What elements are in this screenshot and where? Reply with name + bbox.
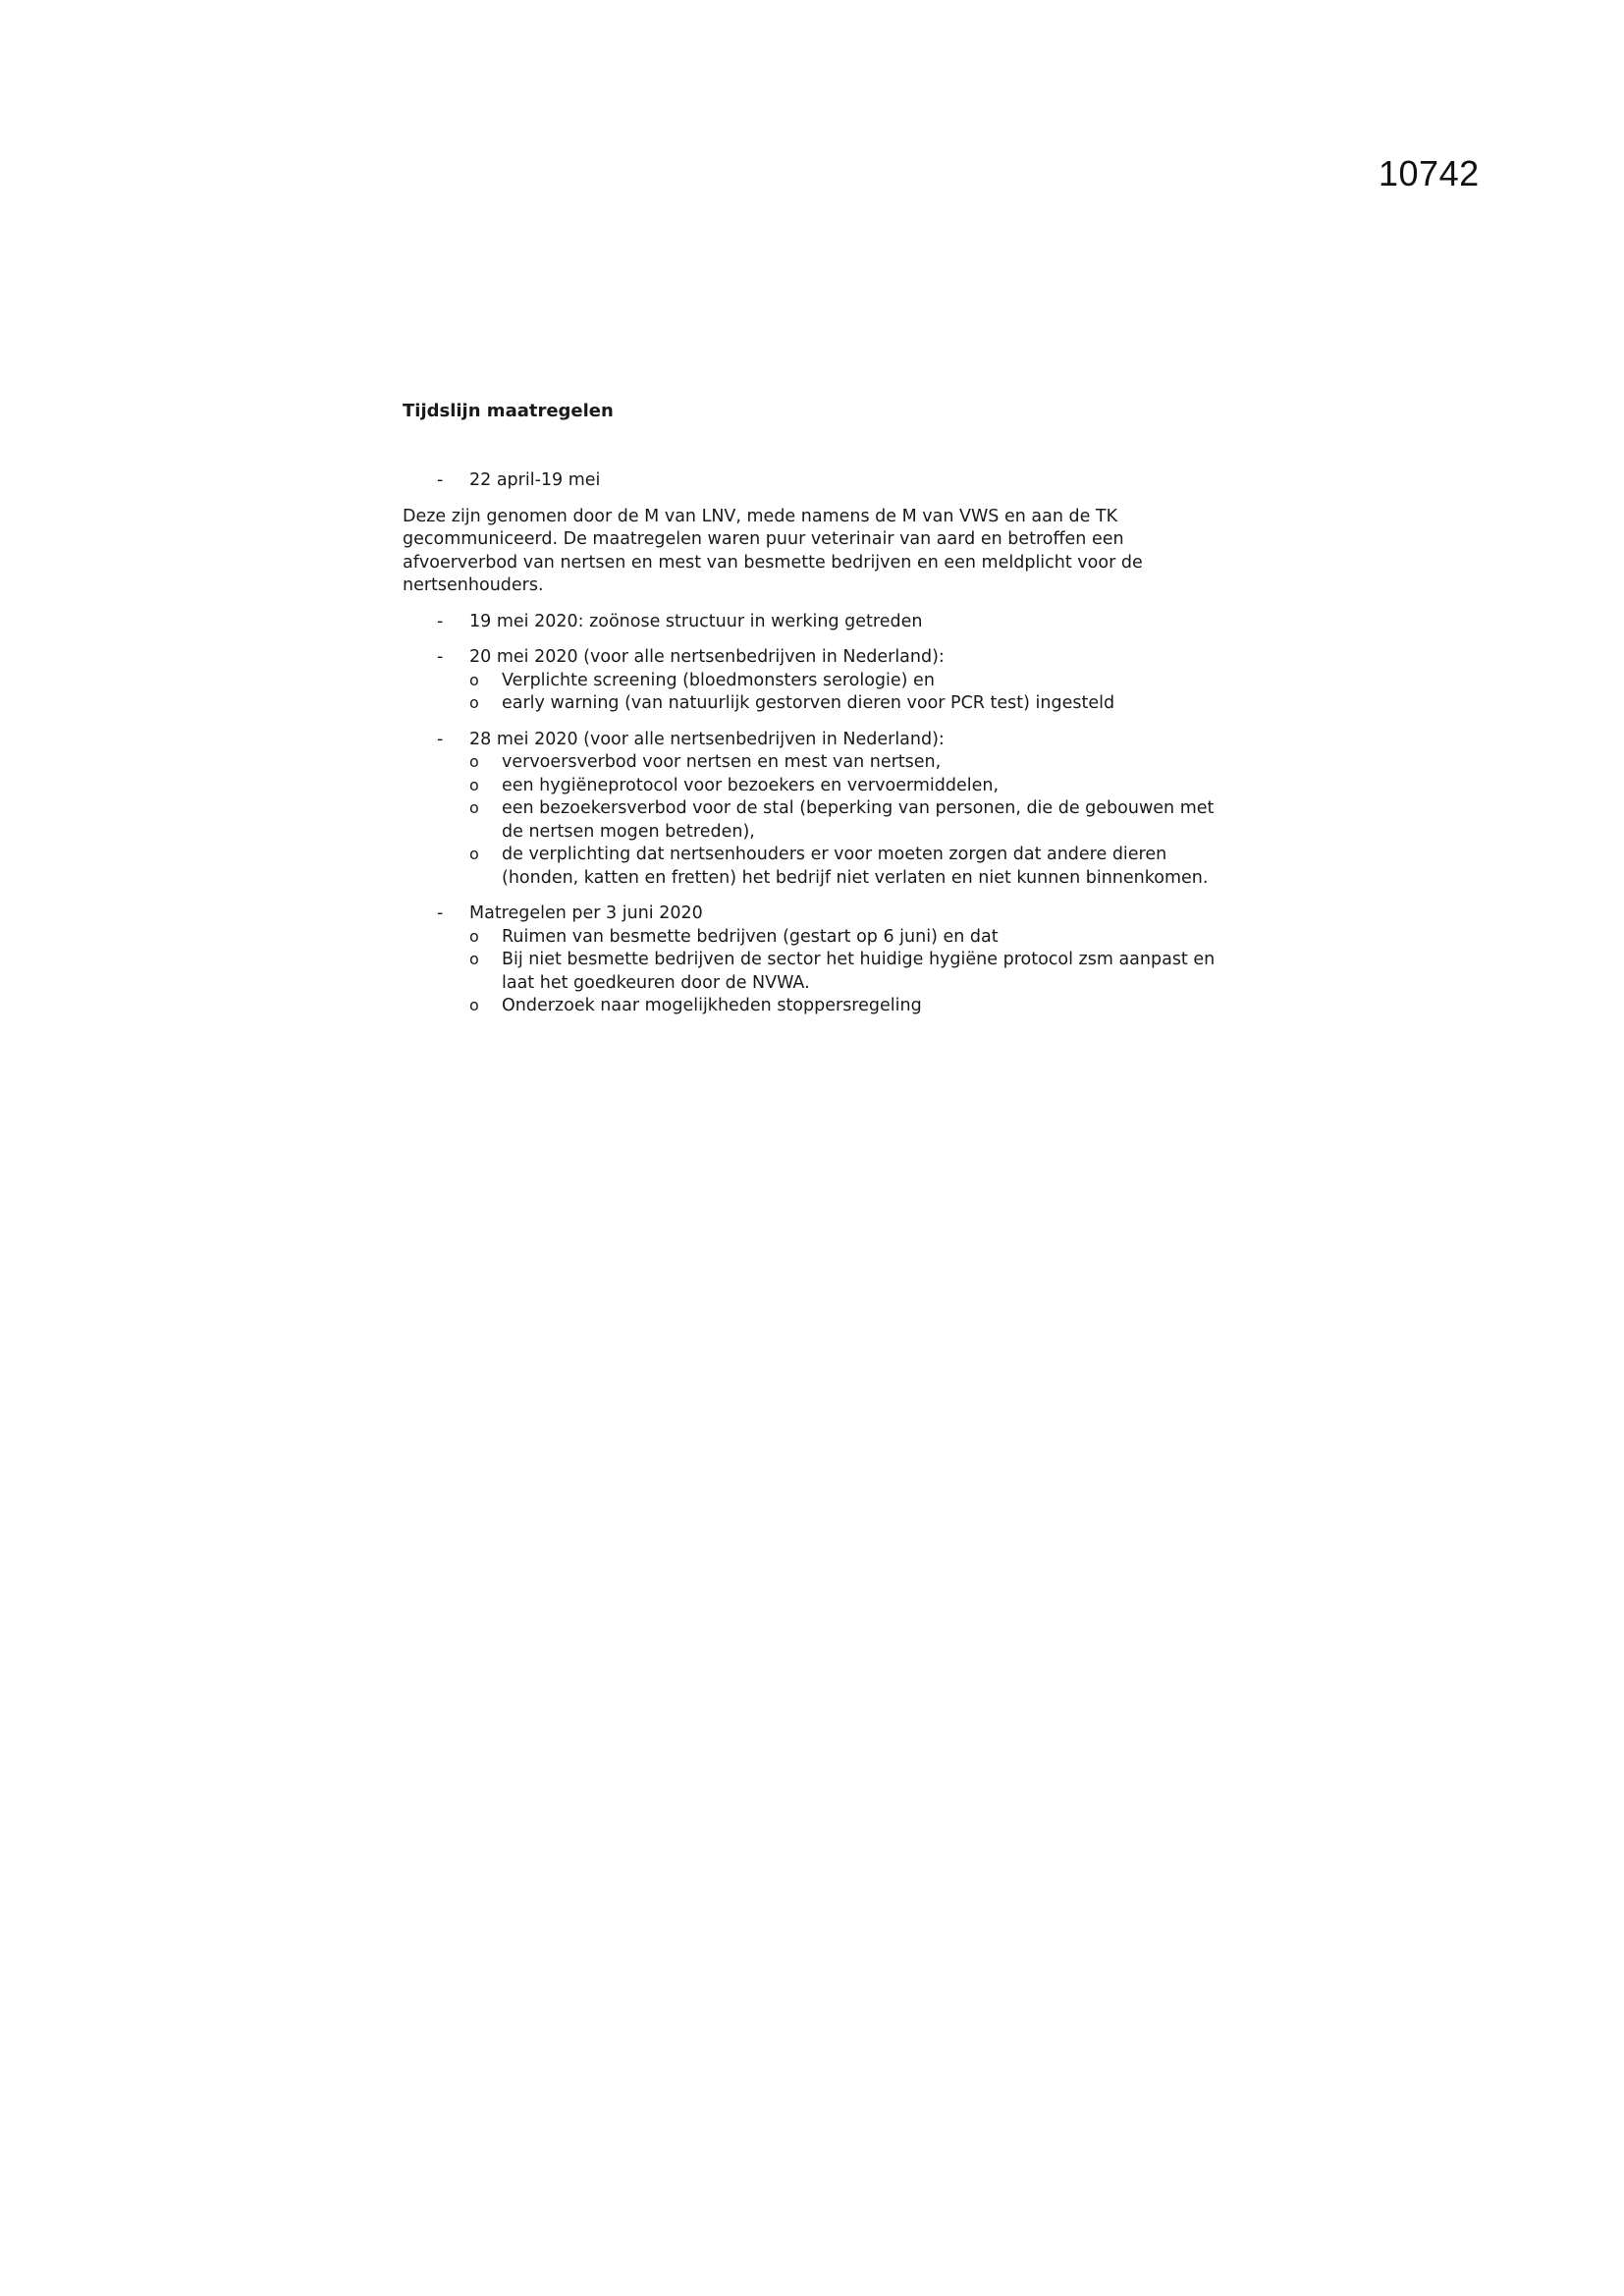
timeline-entry	[403, 611, 1237, 634]
document-body	[403, 400, 1237, 1018]
dash-marker: -	[437, 611, 444, 631]
list-item	[403, 751, 1237, 775]
circle-bullet-icon: o	[469, 996, 479, 1014]
list-item-text: een bezoekersverbod voor de stal (beperking van personen, die de gebouwen met de nertsen mogen betreden),	[502, 798, 1215, 842]
list-item-text: de verplichting dat nertsenhouders er voor moeten zorgen dat andere dieren (honden, katten en fretten) het bedrijf niet verlaten en niet kunnen binnenkomen.	[502, 845, 1209, 888]
list-item	[403, 844, 1237, 890]
circle-bullet-icon: o	[469, 775, 479, 794]
timeline-entry-label: 20 mei 2020 (voor alle nertsenbedrijven in Nederland):	[469, 647, 945, 667]
circle-bullet-icon: o	[469, 926, 479, 946]
list-item	[403, 692, 1237, 716]
timeline-entry	[403, 729, 1237, 891]
list-item-text: Onderzoek naar mogelijkheden stoppersregeling	[502, 996, 922, 1015]
measures-list	[403, 611, 1237, 1018]
timeline-entry-label: 19 mei 2020: zoönose structuur in werking getreden	[469, 611, 923, 631]
list-item-text: Ruimen van besmette bedrijven (gestart op 6 juni) en dat	[502, 926, 999, 947]
list-item-text: Bij niet besmette bedrijven de sector het huidige hygiëne protocol zsm aanpast en laat het goedkeuren door de NVWA.	[502, 950, 1216, 993]
sub-list	[403, 751, 1237, 890]
timeline-entry	[403, 902, 1237, 1018]
list-item	[403, 797, 1237, 844]
dash-marker: -	[437, 729, 444, 749]
dash-marker: -	[437, 470, 444, 490]
list-item	[403, 670, 1237, 693]
circle-bullet-icon: o	[469, 845, 479, 863]
timeline-entry-heading	[403, 646, 1237, 670]
timeline-entry-label: 22 april-19 mei	[469, 470, 601, 490]
timeline-entry-heading	[403, 611, 1237, 634]
list-item	[403, 926, 1237, 950]
page-number: 10742	[1379, 153, 1480, 193]
timeline-list	[403, 469, 1237, 493]
timeline-entry-heading	[403, 469, 1237, 493]
circle-bullet-icon: o	[469, 752, 479, 771]
list-item-text: vervoersverbod voor nertsen en mest van nertsen,	[502, 752, 942, 772]
dash-marker: -	[437, 647, 444, 667]
timeline-entry-heading	[403, 902, 1237, 926]
document-title: Tijdslijn maatregelen	[403, 401, 614, 421]
circle-bullet-icon: o	[469, 950, 479, 968]
list-item-text: een hygiëneprotocol voor bezoekers en vervoermiddelen,	[502, 775, 1000, 795]
timeline-entry-label: Matregelen per 3 juni 2020	[469, 903, 703, 923]
timeline-entry-heading	[403, 729, 1237, 752]
circle-bullet-icon: o	[469, 693, 479, 712]
list-item-text: early warning (van natuurlijk gestorven dieren voor PCR test) ingesteld	[502, 693, 1115, 713]
list-item-text: Verplichte screening (bloedmonsters serologie) en	[502, 670, 935, 690]
sub-list	[403, 670, 1237, 716]
intro-paragraph: Deze zijn genomen door de M van LNV, mede namens de M van VWS en aan de TK gecommuniceerd. De maatregelen waren puur veterinair van aard en betroffen een afvoerverbod van nertsen en mest van besmette bedrijven en een meldplicht voor de nertsenhouders.	[403, 506, 1143, 595]
timeline-entry	[403, 469, 1237, 493]
list-item	[403, 995, 1237, 1018]
list-item	[403, 949, 1237, 995]
timeline-entry-label: 28 mei 2020 (voor alle nertsenbedrijven in Nederland):	[469, 729, 945, 749]
timeline-entry	[403, 646, 1237, 716]
sub-list	[403, 926, 1237, 1018]
list-item	[403, 775, 1237, 798]
dash-marker: -	[437, 903, 444, 923]
circle-bullet-icon: o	[469, 670, 479, 689]
circle-bullet-icon: o	[469, 798, 479, 817]
